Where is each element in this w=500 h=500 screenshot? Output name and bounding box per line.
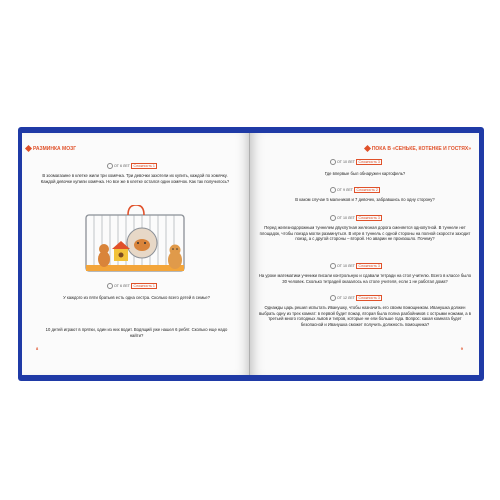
clock-icon [330,159,336,165]
problem-text: В каком случае 5 мальчиков и 7 девочек, забравшись по одну сторону? [295,197,435,202]
problem-text: Где впервые был обнаружен картофель? [324,171,406,176]
problem-text: На уроке математики ученики писали контрольную и сдавали тетради на стол учителю. Всего в классе было 30 человек. Сколько тетрадей оказалось на столе учителя, если 1 не работал дома? [258,273,472,284]
problem-meta: ОТ 12 ЛЕТ Сложность 3 [330,295,382,301]
page-number: 8 [36,346,39,351]
difficulty-badge: Сложность 3 [356,159,382,165]
problem-text: У каждого из пяти братьев есть одна сестра. Сколько всего детей в семье? [63,295,210,300]
difficulty-badge: Сложность 2 [354,187,380,193]
clock-icon [107,283,113,289]
left-page-header: РАЗМИНКА МОЗГ [26,146,76,152]
clock-icon [330,263,336,269]
diamond-icon [25,145,32,152]
problem-meta: ОТ 6 ЛЕТ Сложность 1 [107,283,157,289]
difficulty-badge: Сложность 3 [356,263,382,269]
problem-meta: ОТ 6 ЛЕТ Сложность 1 [107,163,157,169]
left-page [22,133,250,375]
diamond-icon [364,145,371,152]
difficulty-badge: Сложность 1 [131,163,157,169]
difficulty-badge: Сложность 3 [356,295,382,301]
right-page-header: ПОКА В «СЕНЬКЕ, КОТЕНКЕ И ГОСТЯХ» [365,146,471,152]
problem-meta: ОТ 10 ЛЕТ Сложность 3 [330,263,382,269]
clock-icon [330,215,336,221]
problem-text: В зоомагазине в клетке жили три хомячка. Три девочки захотели их купить, каждой по хомячку. Каждой девочке купили хомячка. Но все же в клетке остался один хомячок. Как так получилось? [40,173,230,184]
clock-icon [330,187,336,193]
page-number: 9 [460,346,463,351]
hamster-cage-illustration [80,205,190,277]
problem-meta: ОТ 10 ЛЕТ Сложность 3 [330,159,382,165]
problem-meta: ОТ 9 ЛЕТ Сложность 2 [330,187,380,193]
problem-text: Однажды царь решил испытать Иванушку, чтобы назначить его своим помощником. Иванушка должен выбрать одну из трех комнат: в первой будет пожар, вторая была полна разбойников с острыми ножами, а в третьей много голодных львов и тигров, которые не ели больше года. Вопрос: какая комната будет безопасной и Иванушка сможет получить должность помощника? [258,305,471,327]
problem-text: Перед железнодорожным туннелем двухпутная железная дорога сменяется однопутной. В туннеле нет площадок, чтобы поезда могли разминуться. В игре в туннель с одной стороны на полной скорости заходит поезд, а с другой стороны – второй. Но аварии не произошло. Почему? [259,225,471,242]
problem-meta: ОТ 10 ЛЕТ Сложность 3 [330,215,382,221]
difficulty-badge: Сложность 3 [356,215,382,221]
clock-icon [107,163,113,169]
difficulty-badge: Сложность 1 [131,283,157,289]
clock-icon [330,295,336,301]
problem-text: 10 детей играют в прятки, один из них водит. Водящий уже нашел 6 ребят. Сколько еще надо найти? [45,327,228,338]
right-page [250,133,479,375]
